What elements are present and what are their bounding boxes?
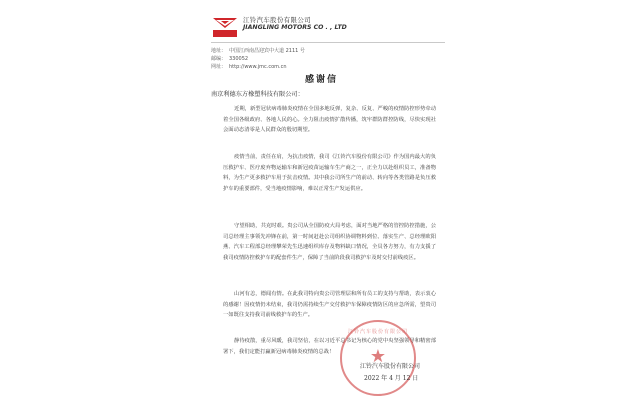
letter-title: 感谢信 (304, 75, 338, 85)
signature-company: 江铃汽车股份有限公司 (360, 363, 421, 370)
header-divider (211, 42, 445, 43)
company-name-cn: 江铃汽车股份有限公司 (243, 16, 311, 24)
web-value: http://www.jmc.com.cn (229, 64, 287, 70)
zip-label: 邮编： (211, 56, 227, 62)
zip-line (211, 55, 248, 62)
company-seal (340, 320, 419, 396)
paragraph-2: 疫情当前，责任在肩，为抗击疫情，我司《江铃汽车股份有限公司》作为国内最大的负压救护车、医疗废弃物运输车和新冠疫苗运输车生产商之一，正全力以赴组织员工，准备物料，为生产更多救护车用于抗击疫情。其中我公司所生产的前动、转向等各类管路是负压救护车的重要部件，受当地疫情影响，难以正常生产发运供应。 (223, 154, 436, 193)
address-line (211, 47, 305, 54)
zip-value: 330052 (229, 56, 249, 62)
paragraph-5: 静待疫散，重尽风暖，我司坚信，在以习近平总书记为核心的党中央坚强领导和精密部署下，我们定能打赢新冠病毒肺炎疫情的总战！ (223, 338, 436, 355)
web-line (211, 63, 287, 70)
paragraph-4: 山河有恙，德闻有情。在此我司特向贵公司管理层和所有员工的支持与帮助，表示衷心的感谢！因疫情仍未结束，我司仍需持续生产交付救护车保障疫情防区的应急所需，望贵司一如既往支持我司前线救护车的生产。 (223, 291, 436, 319)
jmc-logo-icon (211, 16, 239, 38)
paragraph-3: 守望相助，共克时艰。贵公司从全国防疫大局考虑，面对当地严格的管控防控措施，公司总经理主事领先冲锋在前，第一时间赶赴公司组织协调物料到位、落实生产、总经理欧阳燕、汽车工程部总经理攀荣先生迅速组织库存及物料缺口情况，全员各方努力，有力支援了我司疫情防控救护车的配套件生产，保障了当前阶段我司救护车及时交付前线疫区。 (223, 223, 436, 262)
paragraph-1: 近期，新型冠状病毒肺炎疫情在全国多地反弹，复杂、反复、严峻的疫情防控形势牵动着全国各级政府、各地人民的心。全力阻击疫情扩散传播，筑牢群防群控防线，尽快实现社会面动态清零是人民群众的殷切期望。 (223, 106, 436, 134)
address-value: 中国江西南昌迎宾中大道 2111 号 (229, 48, 305, 54)
company-name-en: JIANGLING MOTORS CO . , LTD (243, 24, 347, 32)
seal-text: 江铃汽车股份有限公司 (348, 329, 409, 335)
address-label: 地址： (211, 48, 227, 54)
web-label: 网址： (211, 64, 227, 70)
salutation: 南京利德东方橡塑科技有限公司： (211, 91, 304, 98)
signature-date: 2022 年 4 月 12 日 (364, 375, 419, 382)
company-header (243, 17, 347, 32)
seal-star-icon: ★ (369, 346, 387, 367)
